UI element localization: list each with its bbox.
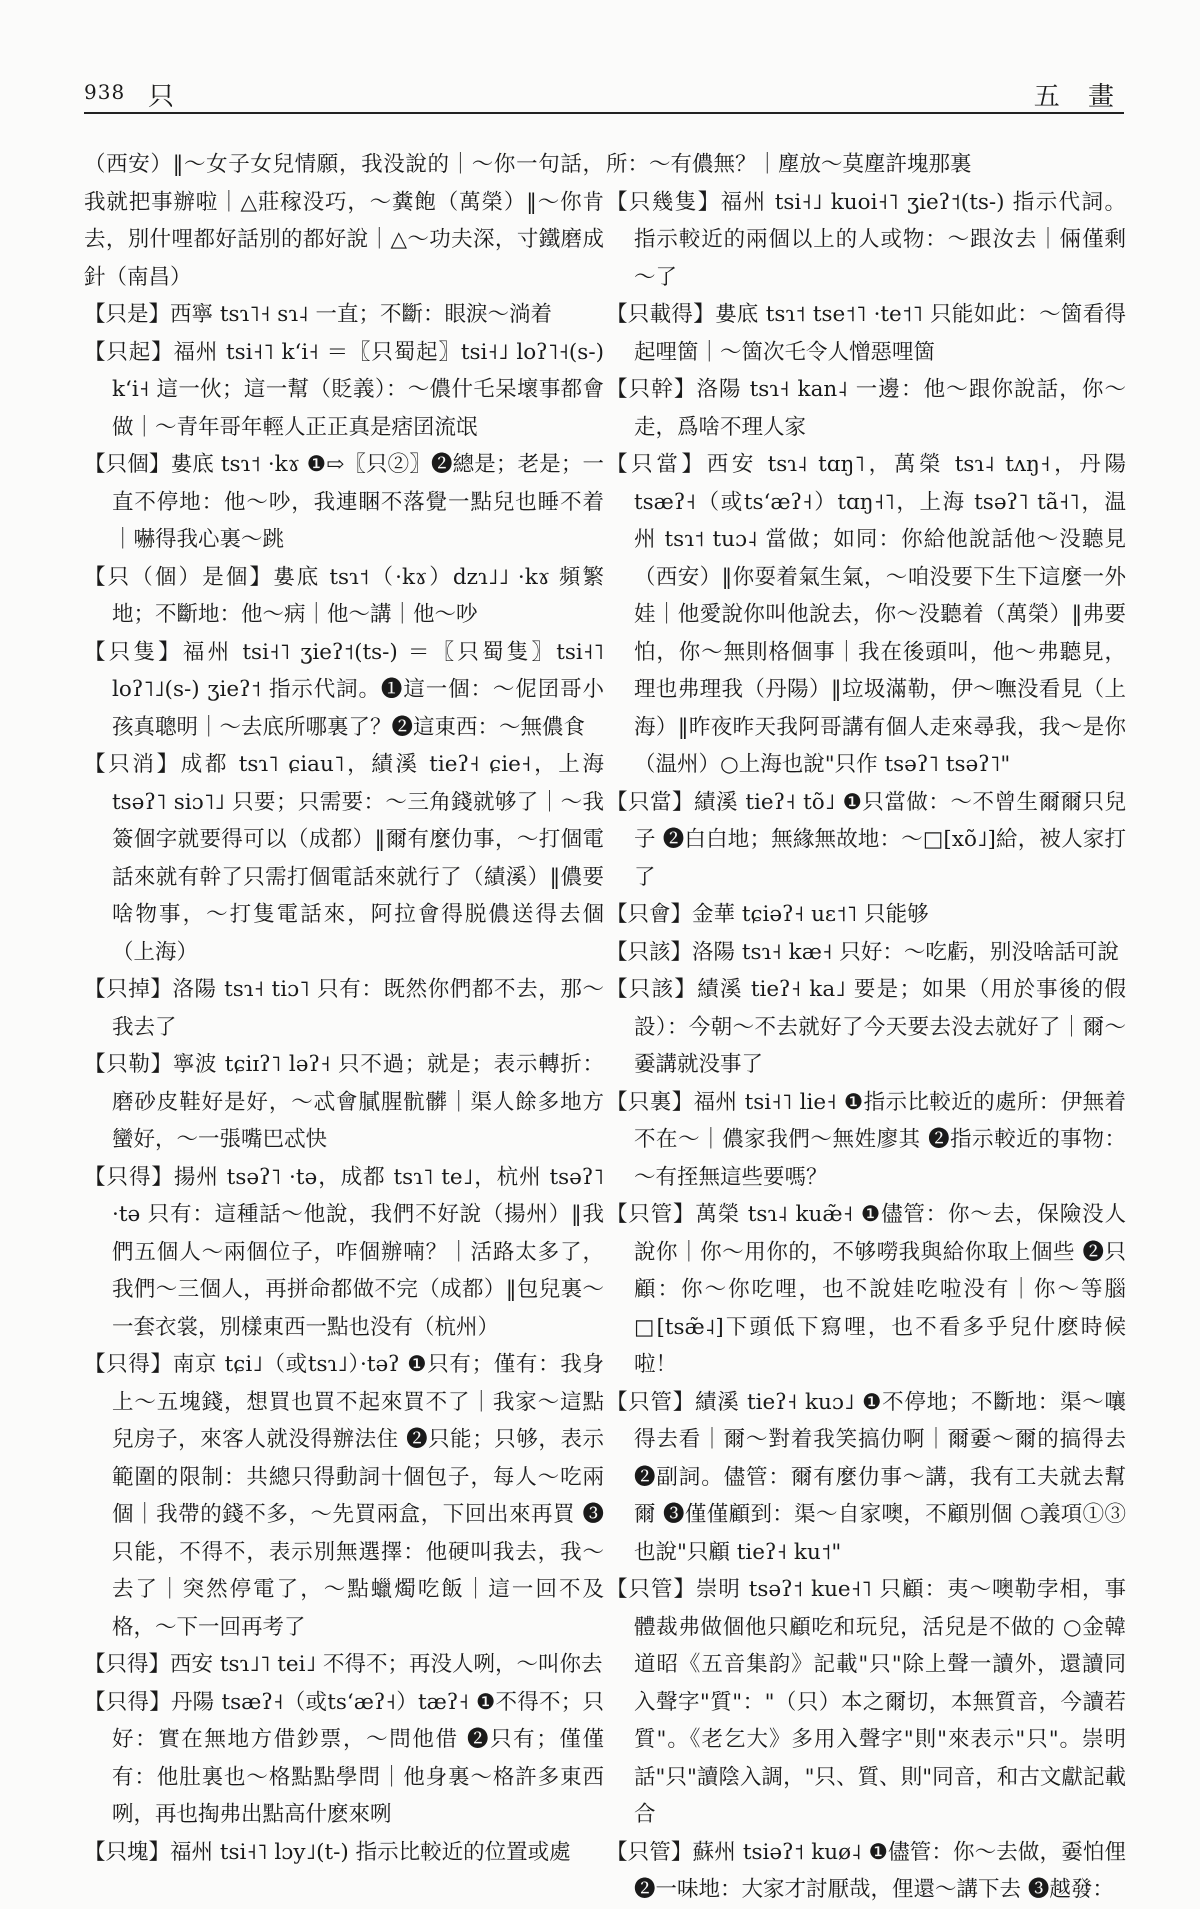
- dictionary-entry: 【只管】萬榮 tsɿ˨ kuæ̃˧ ❶儘管：你～去，保險没人說你｜你～用你的，不够嘮我與給你取上個些 ❷只顧：你～你吃哩，也不說娃吃啦没有｜你～等腦□[tsæ̃˨]下頭低下寫哩，也不看多乎兒什麽時候啦！: [606, 1202, 1126, 1377]
- dictionary-entry: 【只得】丹陽 tsæʔ˧（或tsʻæʔ˧）tæʔ˧ ❶不得不；只好：實在無地方借鈔票，～問他借 ❷只有；僅僅有：他肚裏也～格點點學問｜他身裏～格許多東西咧，再也掏弗出點高什麽來咧: [84, 1689, 604, 1827]
- running-headword: 只: [148, 82, 175, 112]
- dictionary-entry: 【只得】南京 tɕi˩（或tsɿ˩）·təʔ ❶只有；僅有：我身上～五塊錢，想買也買不起來買不了｜我家～這點兒房子，來客人就没得辦法住 ❷只能；只够，表示範圍的限制：共總只得動詞十個包子，每人～吃兩個｜我帶的錢不多，～先買兩盒，下回出來再買 ❸只能，不得不，表示別無選擇：他硬叫我去，我～去了｜突然停電了，～點蠟燭吃飯｜這一回不及格，～下一回再考了: [84, 1352, 604, 1640]
- dictionary-entry: 【只管】崇明 tsəʔ˦ kue˧˥ 只顧：夷～噢勒孛相，事體裁弗做個他只顧吃和玩兒，活兒是不做的 ○金韓道昭《五音集韵》記載"只"除上聲一讀外，還讀同入聲字"質"："（只）本之爾切，本無質音，今讀若質"。《老乞大》多用入聲字"則"來表示"只"。崇明話"只"讀陰入調，"只、質、則"同音，和古文獻記載合: [606, 1577, 1126, 1827]
- dictionary-entry: 【只掉】洛陽 tsɿ˧ tiɔ˥ 只有：既然你們都不去，那～我去了: [84, 977, 604, 1040]
- dictionary-entry: 【只塊】福州 tsi˧˥ lɔy˩(t-) 指示比較近的位置或處: [84, 1839, 571, 1865]
- dictionary-entry: 【只是】西寧 tsɿ˥˧ sɿ˨ 一直；不斷：眼淚～淌着: [84, 302, 552, 327]
- page-number: 938: [84, 80, 126, 104]
- dictionary-entry: 【只管】蘇州 tsiəʔ˦ kuø˨ ❶儘管：你～去做，嫑怕俚 ❷一味地：大家才討厭哉，俚還～講下去 ❸越發：: [606, 1839, 1126, 1902]
- dictionary-entry: 【只得】揚州 tsəʔ˥ ·tə，成都 tsɿ˥ te˩，杭州 tsəʔ˥ ·tə 只有：這種話～他說，我們不好說（揚州）‖我們五個人～兩個位子，咋個辦喃？｜活路太多了，我們～三個人，再拼命都做不完（成都）‖包兒裏～一套衣裳，別樣東西一點也没有（杭州）: [84, 1164, 604, 1340]
- dictionary-entry: 【只個】婁底 tsɿ˦ ·kɤ ❶⇨〖只②〗❷總是；老是；一直不停地：他～吵，我連睏不落覺一點兒也睡不着｜嚇得我心裏～跳: [84, 452, 604, 552]
- dictionary-entry: 【只裏】福州 tsi˧˥ lie˧ ❶指示比較近的處所：伊無着不在～｜儂家我們～無姓廖其 ❷指示較近的事物：～有挃無這些要嗎？: [606, 1089, 1126, 1190]
- dictionary-entry: 【只當】績溪 tieʔ˧ tõ˩ ❶只當做：～不曾生爾爾只兒子 ❷白白地；無緣無故地：～□[xõ˩]給，被人家打了: [606, 789, 1126, 890]
- dictionary-entry: 【只起】福州 tsi˧˥ kʻi˧ ＝〖只蜀起〗tsi˧˩ loʔ˥˧(s-) kʻi˧ 這一伙；這一幫（貶義）：～儂什乇呆壞事都會做｜～青年哥年輕人正正真是痞囝流氓: [84, 339, 604, 440]
- section-title: 五 畫: [1033, 82, 1124, 112]
- dictionary-entry: 【只載得】婁底 tsɿ˦ tse˦˥ ·te˦˥ 只能如此：～箇看得起哩箇｜～箇次乇令人憎惡哩箇: [606, 302, 1126, 365]
- dictionary-entry: 【只幾隻】福州 tsi˧˩ kuoi˧˥ ʒieʔ˦(ts-) 指示代詞。指示較近的兩個以上的人或物：～跟汝去｜倆僅剩～了: [606, 189, 1126, 290]
- page-header: [84, 70, 1124, 114]
- right-column: [606, 146, 1126, 1909]
- dictionary-entry: 【只該】績溪 tieʔ˧ ka˩ 要是；如果（用於事後的假設）：今朝～不去就好了今天要去没去就好了｜爾～嫑講就没事了: [606, 977, 1126, 1077]
- dictionary-entry: 【只管】績溪 tieʔ˧ kuɔ˩ ❶不停地；不斷地：渠～嚷得去看｜爾～對着我笑搞仂啊｜爾嫑～爾的搞得去 ❷副詞。儘管：爾有麼仂事～講，我有工夫就去幫爾 ❸僅僅顧到：渠～自家噢，不顧別個 ○義項①③也說"只顧 tieʔ˧ ku˦": [606, 1389, 1126, 1565]
- dictionary-entry: 【只幹】洛陽 tsɿ˧ kan˨ 一邊：他～跟你說話，你～走，爲啥不理人家: [606, 377, 1126, 440]
- dictionary-entry: 【只得】西安 tsɿ˩˥ tei˩ 不得不；再没人咧，～叫你去: [84, 1652, 603, 1677]
- dictionary-entry: 【只當】西安 tsɿ˨ tɑŋ˥，萬榮 tsɿ˨ tʌŋ˧，丹陽 tsæʔ˧（或tsʻæʔ˧）tɑŋ˧˥，上海 tsəʔ˥ tã˧˥，温州 tsɿ˦ tuɔ˨ 當做；如同：你給他說話他～没聽見（西安）‖你耍着氣生氣，～咱没要下生下這麼一外娃｜他愛說你叫他說去，你～没聽着（萬榮）‖弗要怕，你～無則格個事｜我在後頭叫，他～弗聽見，理也弗理我（丹陽）‖垃圾滿勒，伊～嘸没看見（上海）‖昨夜昨天我阿哥講有個人走來尋我，我～是你（温州）○上海也說"只作 tsəʔ˥ tsəʔ˥": [606, 452, 1126, 777]
- dictionary-entry: 【只該】洛陽 tsɿ˧ kæ˧ 只好：～吃虧，别没啥話可說: [606, 939, 1119, 965]
- dictionary-entry: 【只消】成都 tsɿ˥ ɕiau˥，績溪 tieʔ˧ ɕie˧，上海 tsəʔ˥ siɔ˥˩ 只要；只需要：～三角錢就够了｜～我簽個字就要得可以（成都）‖爾有麼仂事，～打個電話來就有幹了只需打個電話來就行了（績溪）‖儂要啥物事，～打隻電話來，阿拉會得脱儂送得去個（上海）: [84, 752, 604, 965]
- dictionary-entry: 【只（個）是個】婁底 tsɿ˦（·kɤ）dzɿ˩˩ ·kɤ 頻繁地；不斷地：他～病｜他～講｜他～吵: [84, 564, 604, 627]
- dictionary-entry: 【只會】金華 tɕiəʔ˧ uɛ˦˥ 只能够: [606, 902, 929, 927]
- dictionary-entry: 所：～有儂無？｜塵放～莫塵許塊那裏: [606, 152, 972, 177]
- dictionary-entry: 【只勒】寧波 tɕiɪʔ˥ ləʔ˧ 只不過；就是；表示轉折：磨砂皮鞋好是好，～忒會膩腥骯髒｜渠人餘多地方蠻好，～一張嘴巴忒快: [84, 1052, 604, 1152]
- dictionary-entry: （西安）‖～女子女兒情願，我没說的｜～你一句話，我就把事辦啦｜△莊稼没巧，～糞飽（萬榮）‖～你肯去，別什哩都好話別的都好說｜△～功夫深，寸鐵磨成針（南昌）: [84, 152, 604, 290]
- dictionary-entry: 【只隻】福州 tsi˧˥ ʒieʔ˦(ts-) ＝〖只蜀隻〗tsi˧˥ loʔ˥˩(s-) ʒieʔ˦ 指示代詞。❶這一個：～伲囝哥小孩真聰明｜～去底所哪裏了？❷這東西：～無儂食: [84, 639, 604, 740]
- left-column: [84, 146, 604, 1871]
